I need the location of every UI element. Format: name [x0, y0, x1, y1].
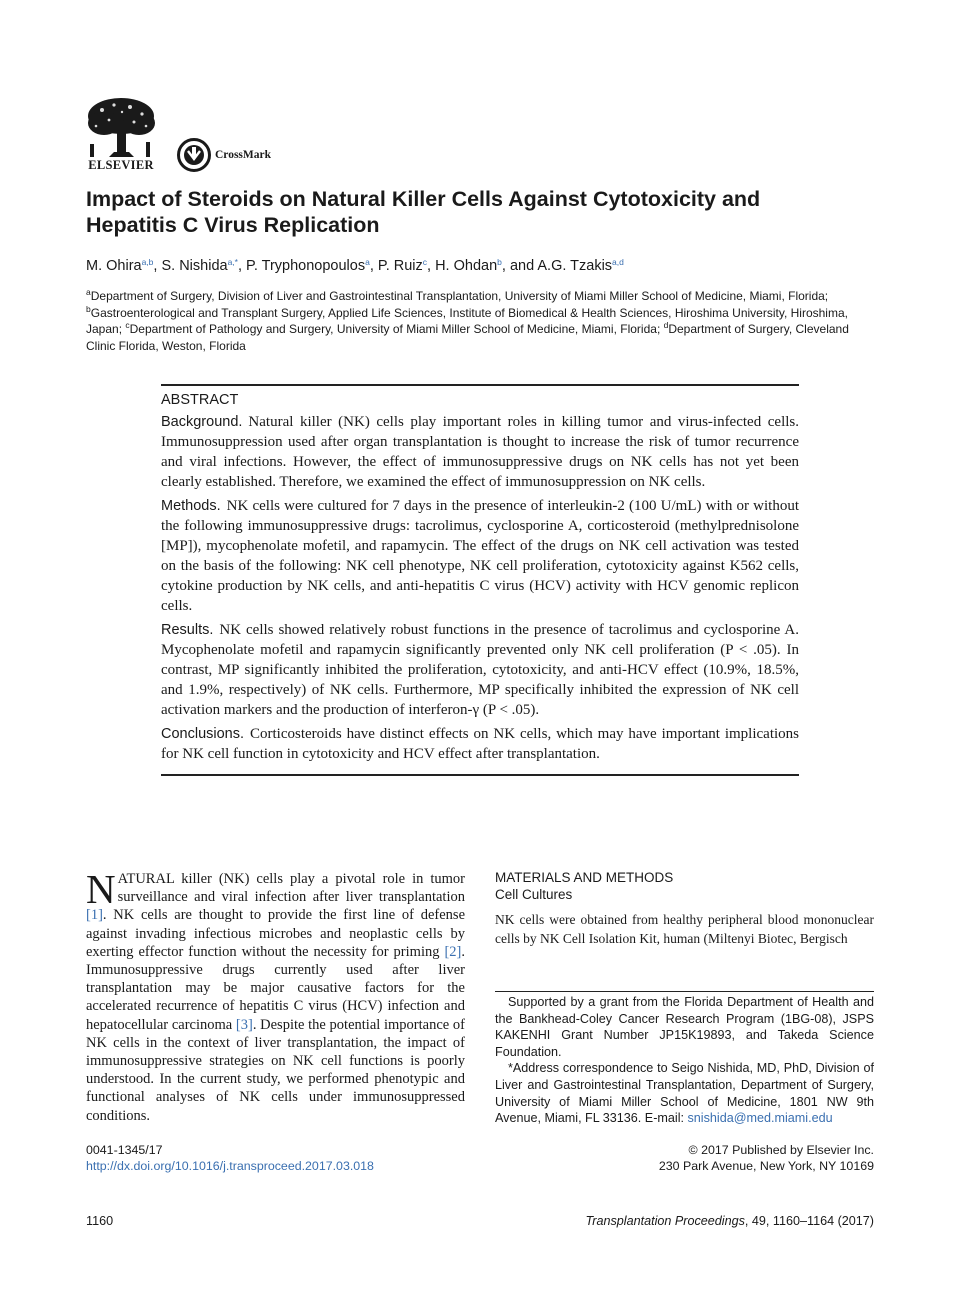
author[interactable]: H. Ohdan$^b$: [435, 257, 502, 274]
journal-name: Transplantation Proceedings: [585, 1214, 745, 1228]
author[interactable]: P. Ruiz$^c$: [377, 257, 428, 274]
abstract-heading: ABSTRACT: [161, 392, 239, 408]
elsevier-wordmark: ELSEVIER: [88, 158, 154, 172]
author[interactable]: A.G. Tzakis$^{a,d}$: [537, 257, 624, 274]
issn: 0041-1345/17: [86, 1143, 163, 1157]
methods-paragraph: NK cells were obtained from healthy peripheral blood mononuclear cells by NK Cell Isolation Kit, human (Miltenyi Biotec, Bergisch: [495, 912, 874, 946]
crossmark-label: CrossMark: [215, 149, 272, 161]
author[interactable]: S. Nishida$^{a,*}$: [161, 257, 238, 274]
section-heading: [495, 869, 673, 903]
drop-cap: N: [86, 866, 116, 912]
copyright: © 2017 Published by Elsevier Inc.: [688, 1143, 874, 1157]
crossmark-badge[interactable]: [177, 138, 271, 172]
affiliations: $^a$Department of Surgery, Division of Liver and Gastrointestinal Transplantation, University of Miami Miller School of Medicine, Miami, Florida; $^b$Gastroenterological and Transplant Surgery, Applied Life Sciences, Institute of Biomedical & Health Sciences, Hiroshima University, Hiroshima, Japan; $^c$Department of Pathology and Surgery, University of Miami Miller School of Medicine, Miami, Florida; $^d$Department of Surgery, Cleveland Clinic Florida, Weston, Florida: [86, 287, 849, 353]
title-line-2: Hepatitis C Virus Replication: [86, 213, 380, 237]
crossmark-icon: [177, 138, 211, 172]
publisher-logo-area: [84, 96, 284, 176]
author[interactable]: P. Tryphonopoulos$^a$: [246, 257, 370, 274]
methods-heading: MATERIALS AND METHODS: [495, 870, 674, 885]
title-line-1: Impact of Steroids on Natural Killer Cells Against Cytotoxicity and: [86, 187, 761, 211]
introduction-paragraph: NATURAL killer (NK) cells play a pivotal role in tumor surveillance and viral infection after liver transplantation [1]. NK cells are thought to provide the first line of defense against invading infectious microbes and neoplastic cells by exerting effector function without the necessity for priming [2]. Immunosuppressive drugs currently used after liver transplantation may be major causative factors for the accelerated recurrence of hepatitis C virus (HCV) infection and hepatocellular carcinoma [3]. Despite the potential importance of NK cells in the context of liver transplantation, the impact of immunosuppressive strategies on NK cell functions is poorly understood. In the current study, we performed phenotypic and functional analyses of NK cells under immunosuppressed conditions.: [86, 866, 465, 1124]
abstract-background: Background. Natural killer (NK) cells play important roles in killing tumor and virus-infected cells. Immunosuppression used after organ transplantation is thought to increase the risk of tumor recurrence and viral infections. However, the effect of immunosuppressive drugs on NK cells has not yet been clearly established. Therefore, we examined the effect of immunosuppression on NK cells.: [161, 414, 799, 490]
author-list: M. Ohira$^{a,b}$, S. Nishida$^{a,*}$, P. Tryphonopoulos$^a$, P. Ruiz$^c$, H. Ohdan$^b$, and A.G. Tzakis$^{a,d}$: [86, 257, 624, 274]
footnotes: [495, 991, 874, 1127]
abstract-conclusions: Conclusions. Corticosteroids have distinct effects on NK cells, which may have important implications for NK cell function in cytotoxicity and HCV effect after transplantation.: [161, 726, 799, 762]
journal-reference: Transplantation Proceedings, 49, 1160–1164 (2017): [585, 1214, 874, 1228]
publisher-info: [560, 1142, 874, 1174]
doi-block: [86, 1142, 374, 1174]
page-number: 1160: [86, 1214, 114, 1228]
article-title: [86, 186, 886, 238]
doi-link[interactable]: http://dx.doi.org/10.1016/j.transproceed.2017.03.018: [86, 1159, 374, 1173]
reference-link[interactable]: [2]: [444, 943, 462, 960]
abstract-results: Results. NK cells showed relatively robust functions in the presence of tacrolimus and cyclosporine A. Mycophenolate mofetil and rapamycin significantly prevented only NK cell proliferation (P < .05). In contrast, MP significantly inhibited the proliferation, cytotoxicity, and anti-HCV effect (10.9%, 18.5%, and 1.9%, respectively) of NK cells. Furthermore, MP specifically inhibited the expression of NK cell activation markers and the production of interferon-γ (P < .05).: [161, 622, 799, 718]
elsevier-tree-logo: [84, 96, 158, 158]
publisher-address: 230 Park Avenue, New York, NY 10169: [658, 1159, 874, 1173]
funding-note: Supported by a grant from the Florida Department of Health and the Bankhead-Coley Cancer Research Program (1BG-08), JSPS KAKENHI Grant Number JP15K19893, and Takeda Science Foundation.: [495, 995, 874, 1059]
abstract-box: [161, 384, 799, 776]
reference-link[interactable]: [1]: [86, 907, 103, 924]
correspondence-note: *Address correspondence to Seigo Nishida, MD, PhD, Division of Liver and Gastrointestinal Transplantation, Department of Surgery, University of Miami Miller School of Medicine, 1801 NW 9th Avenue, Miami, FL 33136. E-mail: snishida@med.miami.edu: [495, 1061, 874, 1126]
email-link[interactable]: snishida@med.miami.edu: [687, 1111, 833, 1126]
cell-cultures-subheading: Cell Cultures: [495, 887, 573, 902]
author[interactable]: M. Ohira$^{a,b}$: [86, 257, 154, 274]
abstract-methods: Methods. NK cells were cultured for 7 days in the presence of interleukin-2 (100 U/mL) with or without the following immunosuppressive drugs: tacrolimus, cyclosporine A, corticosteroid (methylprednisolone [MP]), mycophenolate mofetil, and rapamycin. The effect of the drugs on NK cell activation was tested on the basis of the following: NK cell phenotype, NK cell proliferation, cytotoxicity against K562 cells, cytokine production by NK cells, and anti-hepatitis C virus (HCV) activity with HCV genomic replicon cells.: [161, 498, 799, 614]
reference-link[interactable]: [3]: [235, 1016, 253, 1033]
